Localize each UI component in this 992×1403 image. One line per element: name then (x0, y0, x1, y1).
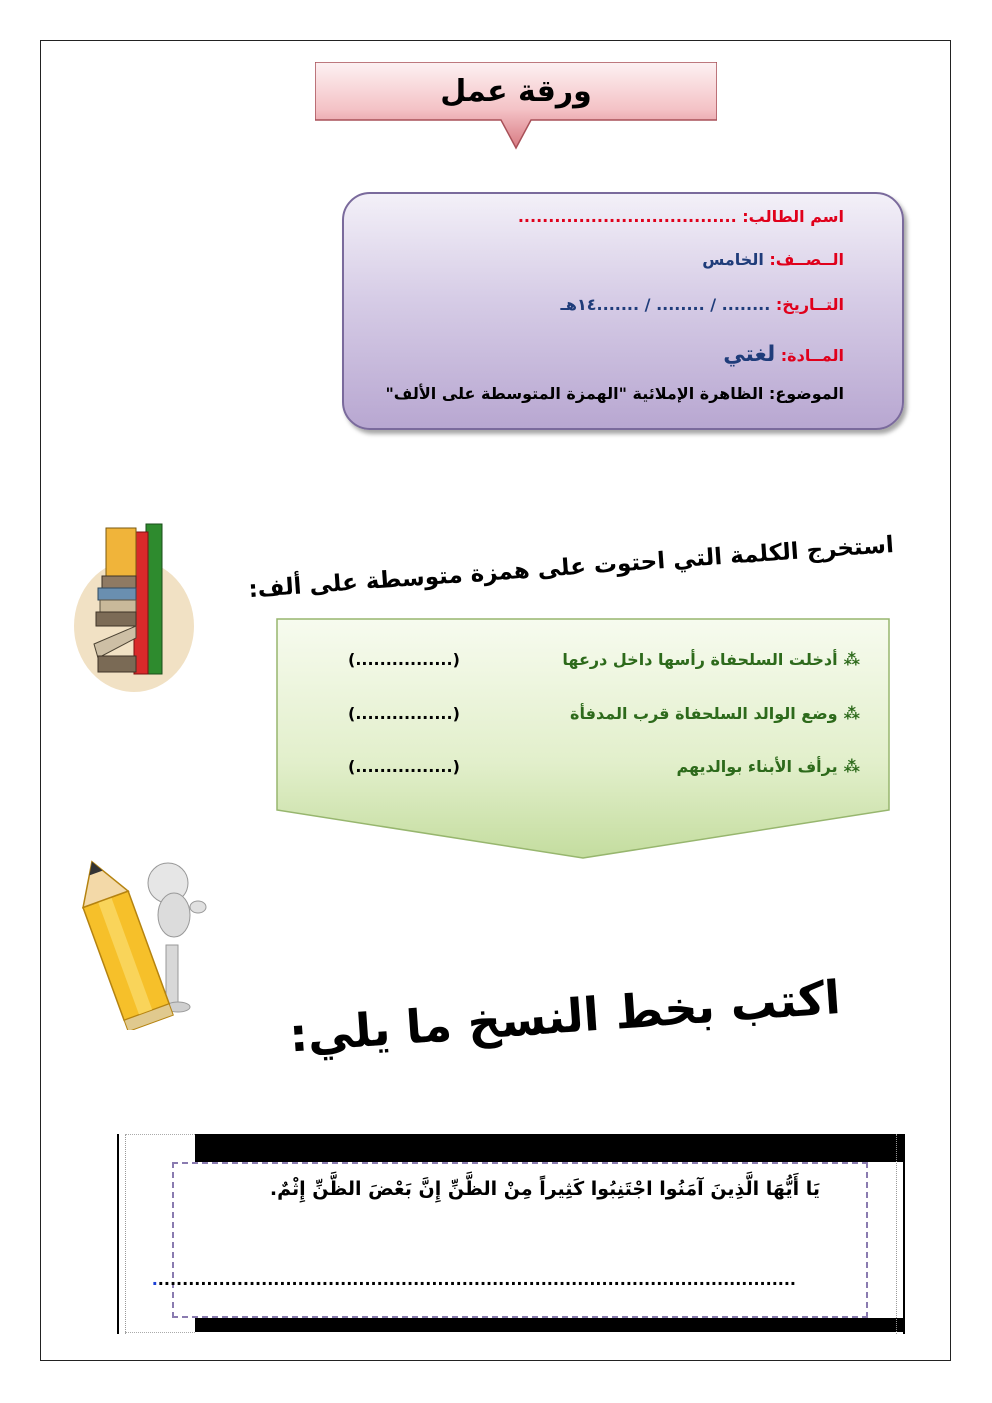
star-bullet-icon: ⁂ (843, 757, 860, 776)
class-row (702, 250, 844, 269)
right-edge-border (896, 1134, 905, 1334)
question-1 (562, 650, 860, 669)
pencil-figure-illustration (78, 855, 218, 1030)
top-left-dotted-edge (125, 1134, 195, 1163)
copy-writing-line[interactable] (152, 1270, 796, 1289)
topic-value: الظاهرة الإملائية "الهمزة المتوسطة على الألف" (385, 384, 764, 403)
star-bullet-icon: ⁂ (843, 650, 860, 669)
title-banner (315, 62, 717, 152)
question-3-text: يرأف الأبناء بوالديهم (676, 757, 838, 776)
subject-row (723, 342, 844, 367)
date-row (560, 295, 844, 314)
bottom-left-dotted-edge (125, 1318, 195, 1333)
questions-box (276, 618, 890, 860)
verse-frame (151, 1162, 868, 1318)
blue-dot-marker: . (151, 1270, 158, 1289)
question-1-text: أدخلت السلحفاة رأسها داخل درعها (562, 650, 838, 669)
question-3 (676, 757, 860, 776)
question-2-text: وضع الوالد السلحفاة قرب المدفأة (570, 704, 838, 723)
student-info-box (342, 192, 904, 430)
copy-writing-dots: ......................................................................................................... (157, 1270, 796, 1289)
extract-heading-text: استخرج الكلمة التي احتوت على همزة متوسطة على ألف: (247, 532, 895, 604)
copy-heading (287, 950, 870, 1063)
left-edge-border (117, 1134, 126, 1334)
date-label: التــاريخ: (775, 295, 844, 314)
extract-heading (247, 510, 900, 604)
student-name-blank: .................................... (517, 207, 737, 226)
subject-label: المــادة: (780, 346, 844, 365)
star-bullet-icon: ⁂ (843, 704, 860, 723)
books-illustration (72, 514, 202, 694)
copy-area (117, 1134, 905, 1334)
copy-heading-text: اكتب بخط النسخ ما يلي: (287, 970, 842, 1063)
answer-1-blank[interactable]: (................) (348, 650, 460, 669)
class-value: الخامس (702, 250, 764, 269)
page-title: ورقة عمل (440, 74, 592, 109)
topic-label: الموضوع: (768, 384, 844, 403)
student-name-row (518, 207, 844, 226)
student-name-label: اسم الطالب: (742, 207, 844, 226)
date-value: ........ / ........ / .......١٤هـ (560, 295, 771, 314)
bottom-black-bar (195, 1318, 905, 1332)
question-2 (570, 704, 860, 723)
class-label: الــصــف: (769, 250, 844, 269)
answer-2-blank[interactable]: (................) (348, 704, 460, 723)
verse-text: يَا أَيُّهَا الَّذِينَ آمَنُوا اجْتَنِبُوا كَثِيراً مِنْ الظَّنِّ إِنَّ بَعْضَ الظَّنِّ إِثْمٌ. (269, 1178, 820, 1200)
subject-value: لغتي (723, 342, 776, 367)
top-black-bar (195, 1134, 905, 1162)
topic-row (385, 384, 844, 403)
answer-3-blank[interactable]: (................) (348, 757, 460, 776)
